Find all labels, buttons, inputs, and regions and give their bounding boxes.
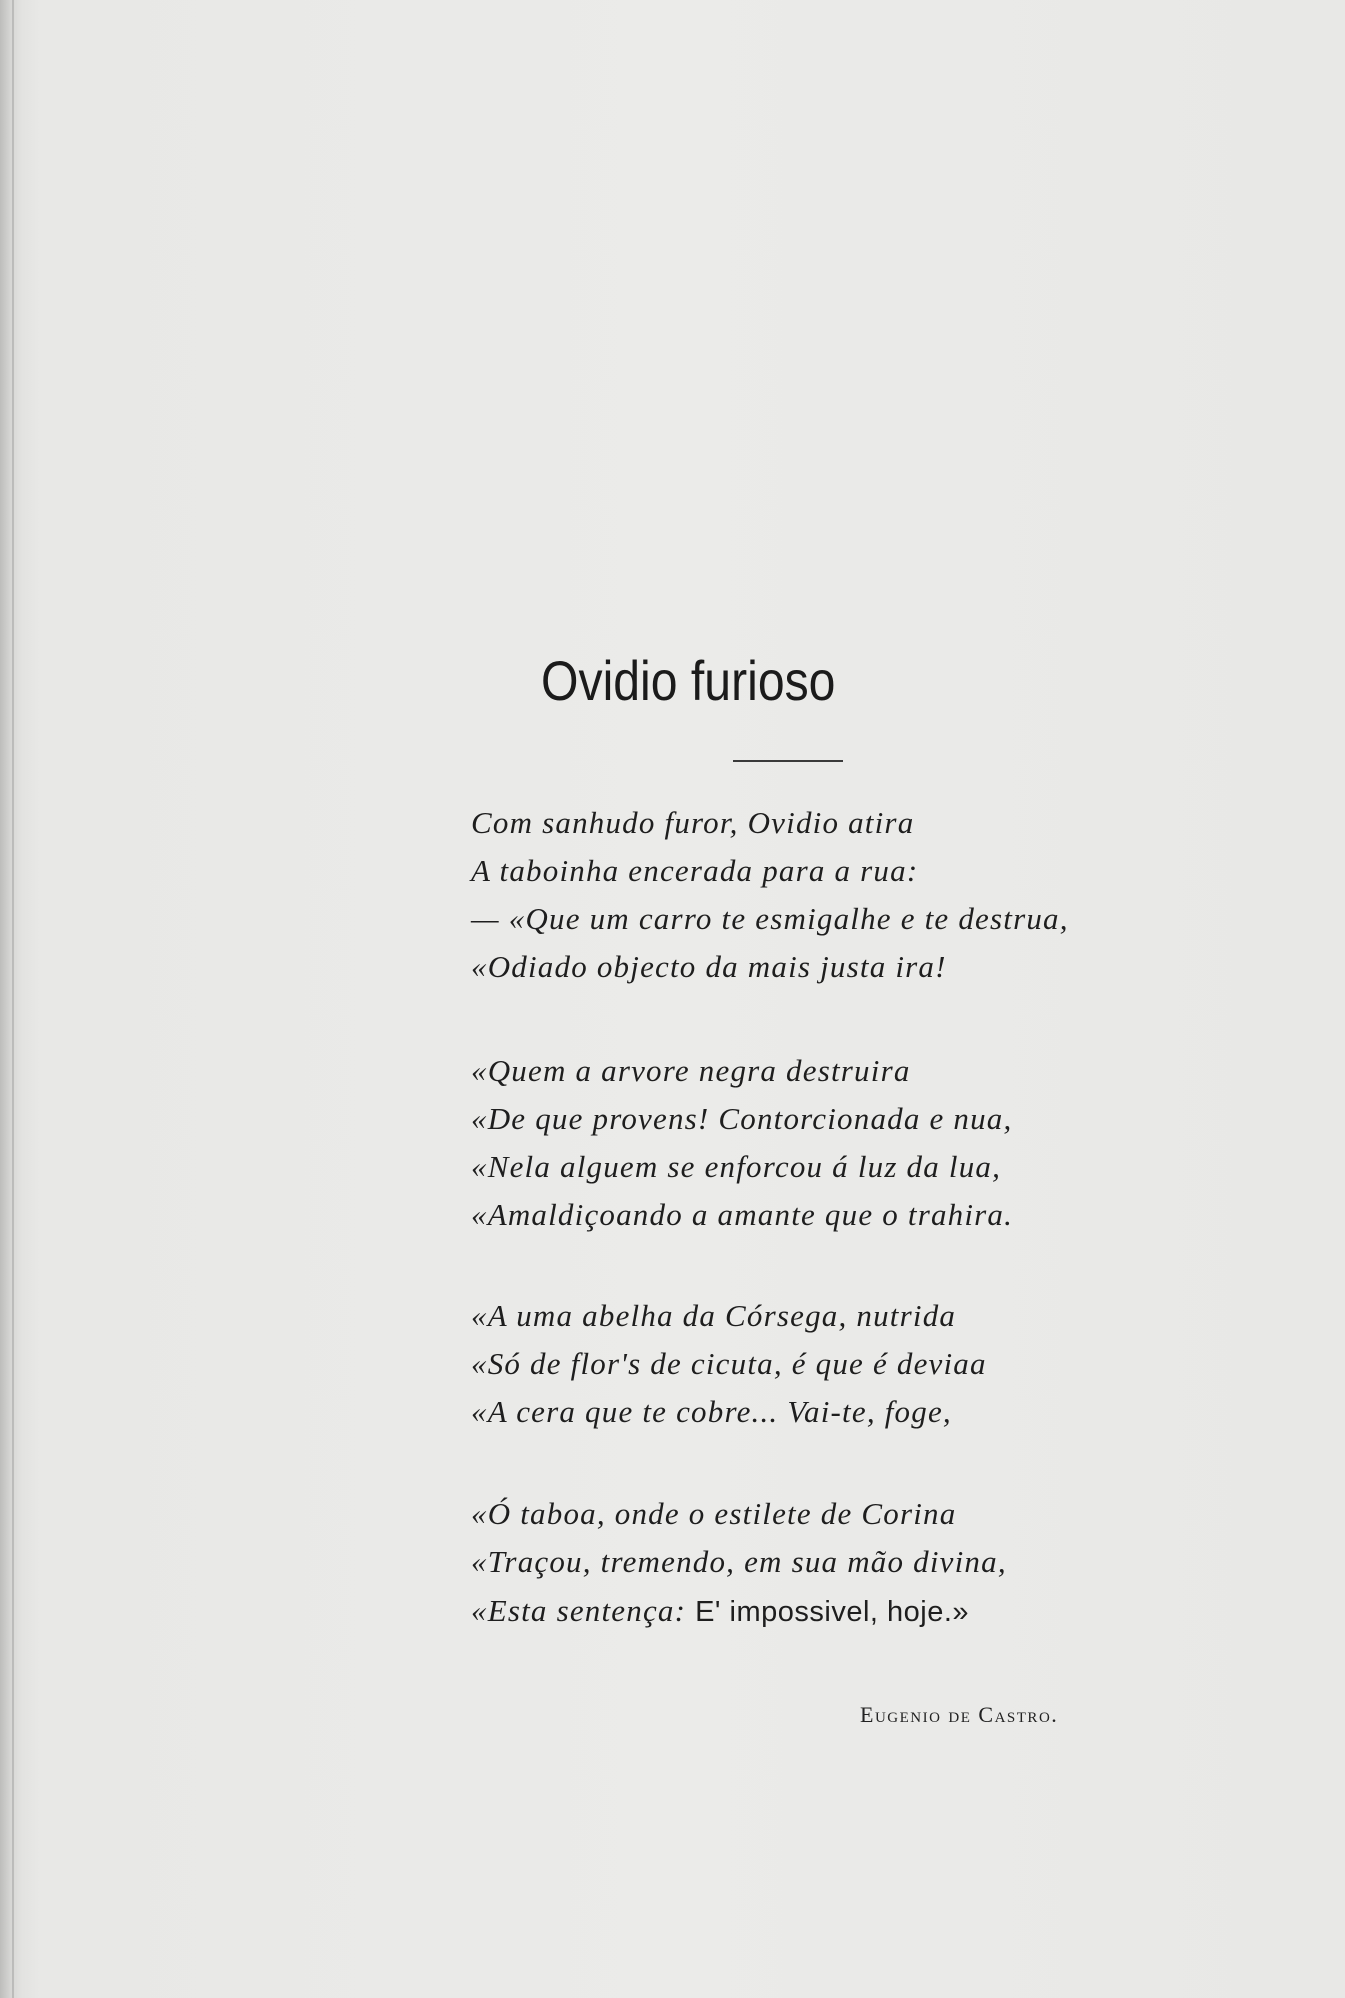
poem-line: «Ó taboa, onde o estilete de Corina [471, 1496, 957, 1531]
poem-line: — «Que um carro te esmigalhe e te destrua, [471, 901, 1069, 936]
poem-title: Ovidio furioso [541, 649, 836, 712]
poem-line-final-italic: «Esta sentença: [471, 1593, 696, 1628]
poem-line-final [471, 1593, 969, 1629]
poem-line: «De que provens! Contorcionada e nua, [471, 1101, 1013, 1136]
title-divider [733, 760, 843, 762]
poem-line: «Só de flor's de cicuta, é que é deviaa [471, 1346, 987, 1381]
poem-line: «A uma abelha da Córsega, nutrida [471, 1298, 957, 1333]
poem-line: «A cera que te cobre... Vai-te, foge, [471, 1394, 952, 1429]
poem-line: A taboinha encerada para a rua: [471, 853, 919, 888]
poem-line: «Amaldiçoando a amante que o trahira. [471, 1197, 1014, 1232]
poem-author: Eugenio de Castro. [860, 1702, 1059, 1727]
poem-line: «Traçou, tremendo, em sua mão divina, [471, 1544, 1007, 1579]
poem-line: «Nela alguem se enforcou á luz da lua, [471, 1149, 1002, 1184]
poem-line: «Odiado objecto da mais justa ira! [471, 949, 947, 984]
poem-line: «Quem a arvore negra destruira [471, 1053, 911, 1088]
poem-line-final-upright: E' impossivel, hoje.» [695, 1596, 970, 1628]
page-binding-edge [0, 0, 22, 1998]
page-binding-line [12, 0, 14, 1998]
poem-line: Com sanhudo furor, Ovidio atira [471, 805, 915, 840]
